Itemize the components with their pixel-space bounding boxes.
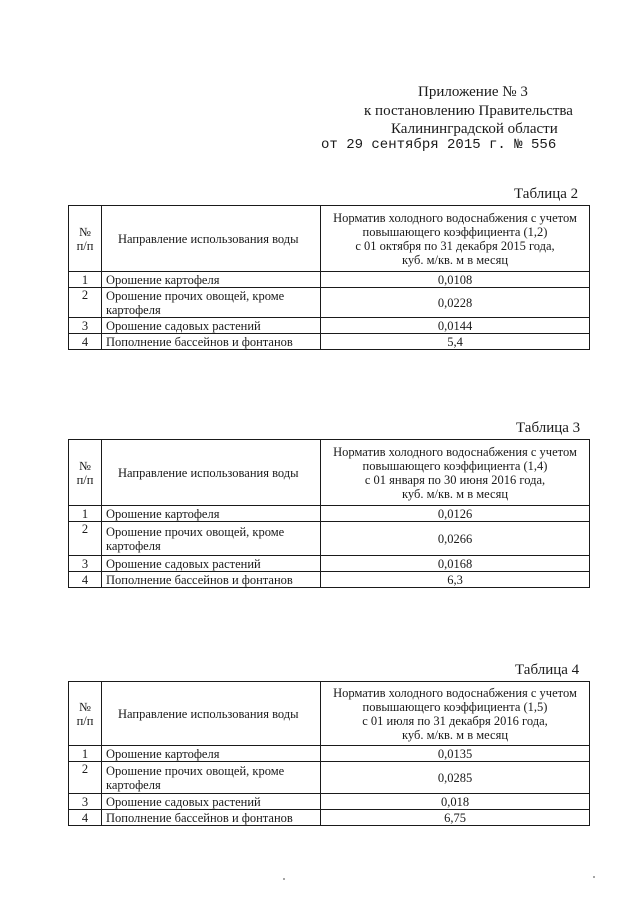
row-number: 4: [69, 810, 102, 826]
row-direction: Пополнение бассейнов и фонтанов: [102, 334, 321, 350]
table-row: [69, 572, 590, 588]
norm-prefix: Норматив холодного водоснабжения с учетом повышающего коэффициента: [333, 444, 577, 473]
period: с 01 июля по 31 декабря 2016 года,: [362, 713, 548, 728]
row-direction: Орошение прочих овощей, кроме картофеля: [102, 288, 321, 318]
row-direction: Орошение картофеля: [102, 746, 321, 762]
row-number: 1: [69, 506, 102, 522]
table-4-label: Таблица 4: [515, 662, 580, 678]
table-3: [68, 439, 590, 588]
col-norm-header: [321, 206, 590, 272]
col-direction-header: Направление использования воды: [102, 206, 321, 272]
norm-prefix: Норматив холодного водоснабжения с учетом повышающего коэффициента: [333, 210, 577, 239]
row-number: 3: [69, 794, 102, 810]
table-2-label: Таблица 2: [514, 186, 579, 202]
row-direction: Орошение садовых растений: [102, 794, 321, 810]
period: с 01 октября по 31 декабря 2015 года,: [355, 238, 555, 253]
row-direction: Пополнение бассейнов и фонтанов: [102, 810, 321, 826]
row-number: 1: [69, 272, 102, 288]
table-header-row: [69, 206, 590, 272]
table-row: [69, 794, 590, 810]
appendix-number: Приложение № 3: [418, 84, 528, 100]
table-header-row: [69, 440, 590, 506]
col-norm-header: [321, 440, 590, 506]
table-row: [69, 746, 590, 762]
table-header-row: [69, 682, 590, 746]
row-number: 2: [69, 288, 102, 318]
table-row: [69, 522, 590, 556]
row-number: 4: [69, 572, 102, 588]
row-value: 6,3: [321, 572, 590, 588]
row-value: 5,4: [321, 334, 590, 350]
row-direction: Пополнение бассейнов и фонтанов: [102, 572, 321, 588]
row-direction: Орошение картофеля: [102, 506, 321, 522]
row-direction: Орошение прочих овощей, кроме картофеля: [102, 522, 321, 556]
row-value: 0,018: [321, 794, 590, 810]
row-value: 0,0108: [321, 272, 590, 288]
region-name: Калининградской области: [391, 121, 558, 137]
row-number: 3: [69, 556, 102, 572]
scan-speck: [283, 878, 285, 880]
table-row: [69, 556, 590, 572]
row-value: 0,0126: [321, 506, 590, 522]
table-2: [68, 205, 590, 350]
table-row: [69, 762, 590, 794]
norm-prefix: Норматив холодного водоснабжения с учетом повышающего коэффициента: [333, 685, 577, 714]
row-direction: Орошение прочих овощей, кроме картофеля: [102, 762, 321, 794]
col-number-header: № п/п: [69, 440, 102, 506]
row-value: 0,0168: [321, 556, 590, 572]
table-row: [69, 334, 590, 350]
row-value: 0,0228: [321, 288, 590, 318]
row-number: 4: [69, 334, 102, 350]
row-value: 6,75: [321, 810, 590, 826]
row-number: 2: [69, 762, 102, 794]
unit: куб. м/кв. м в месяц: [401, 252, 509, 267]
coefficient: (1,4): [523, 458, 548, 473]
row-value: 0,0285: [321, 762, 590, 794]
col-number-header: № п/п: [69, 682, 102, 746]
period: с 01 января по 30 июня 2016 года,: [364, 472, 546, 487]
row-direction: Орошение садовых растений: [102, 318, 321, 334]
scan-speck: [593, 876, 595, 878]
col-number-header: № п/п: [69, 206, 102, 272]
table-row: [69, 506, 590, 522]
row-direction: Орошение садовых растений: [102, 556, 321, 572]
coefficient: (1,5): [523, 699, 548, 714]
row-number: 1: [69, 746, 102, 762]
unit: куб. м/кв. м в месяц: [401, 727, 509, 742]
resolution-date: от 29 сентября 2015 г. № 556: [321, 137, 557, 153]
col-norm-header: [321, 682, 590, 746]
table-3-label: Таблица 3: [516, 420, 581, 436]
resolution-reference: к постановлению Правительства: [364, 103, 573, 119]
row-number: 3: [69, 318, 102, 334]
row-value: 0,0266: [321, 522, 590, 556]
row-direction: Орошение картофеля: [102, 272, 321, 288]
table-row: [69, 810, 590, 826]
table-row: [69, 318, 590, 334]
unit: куб. м/кв. м в месяц: [401, 486, 509, 501]
row-number: 2: [69, 522, 102, 556]
row-value: 0,0144: [321, 318, 590, 334]
row-value: 0,0135: [321, 746, 590, 762]
table-row: [69, 272, 590, 288]
table-4: [68, 681, 590, 826]
col-direction-header: Направление использования воды: [102, 682, 321, 746]
table-row: [69, 288, 590, 318]
coefficient: (1,2): [523, 224, 548, 239]
col-direction-header: Направление использования воды: [102, 440, 321, 506]
